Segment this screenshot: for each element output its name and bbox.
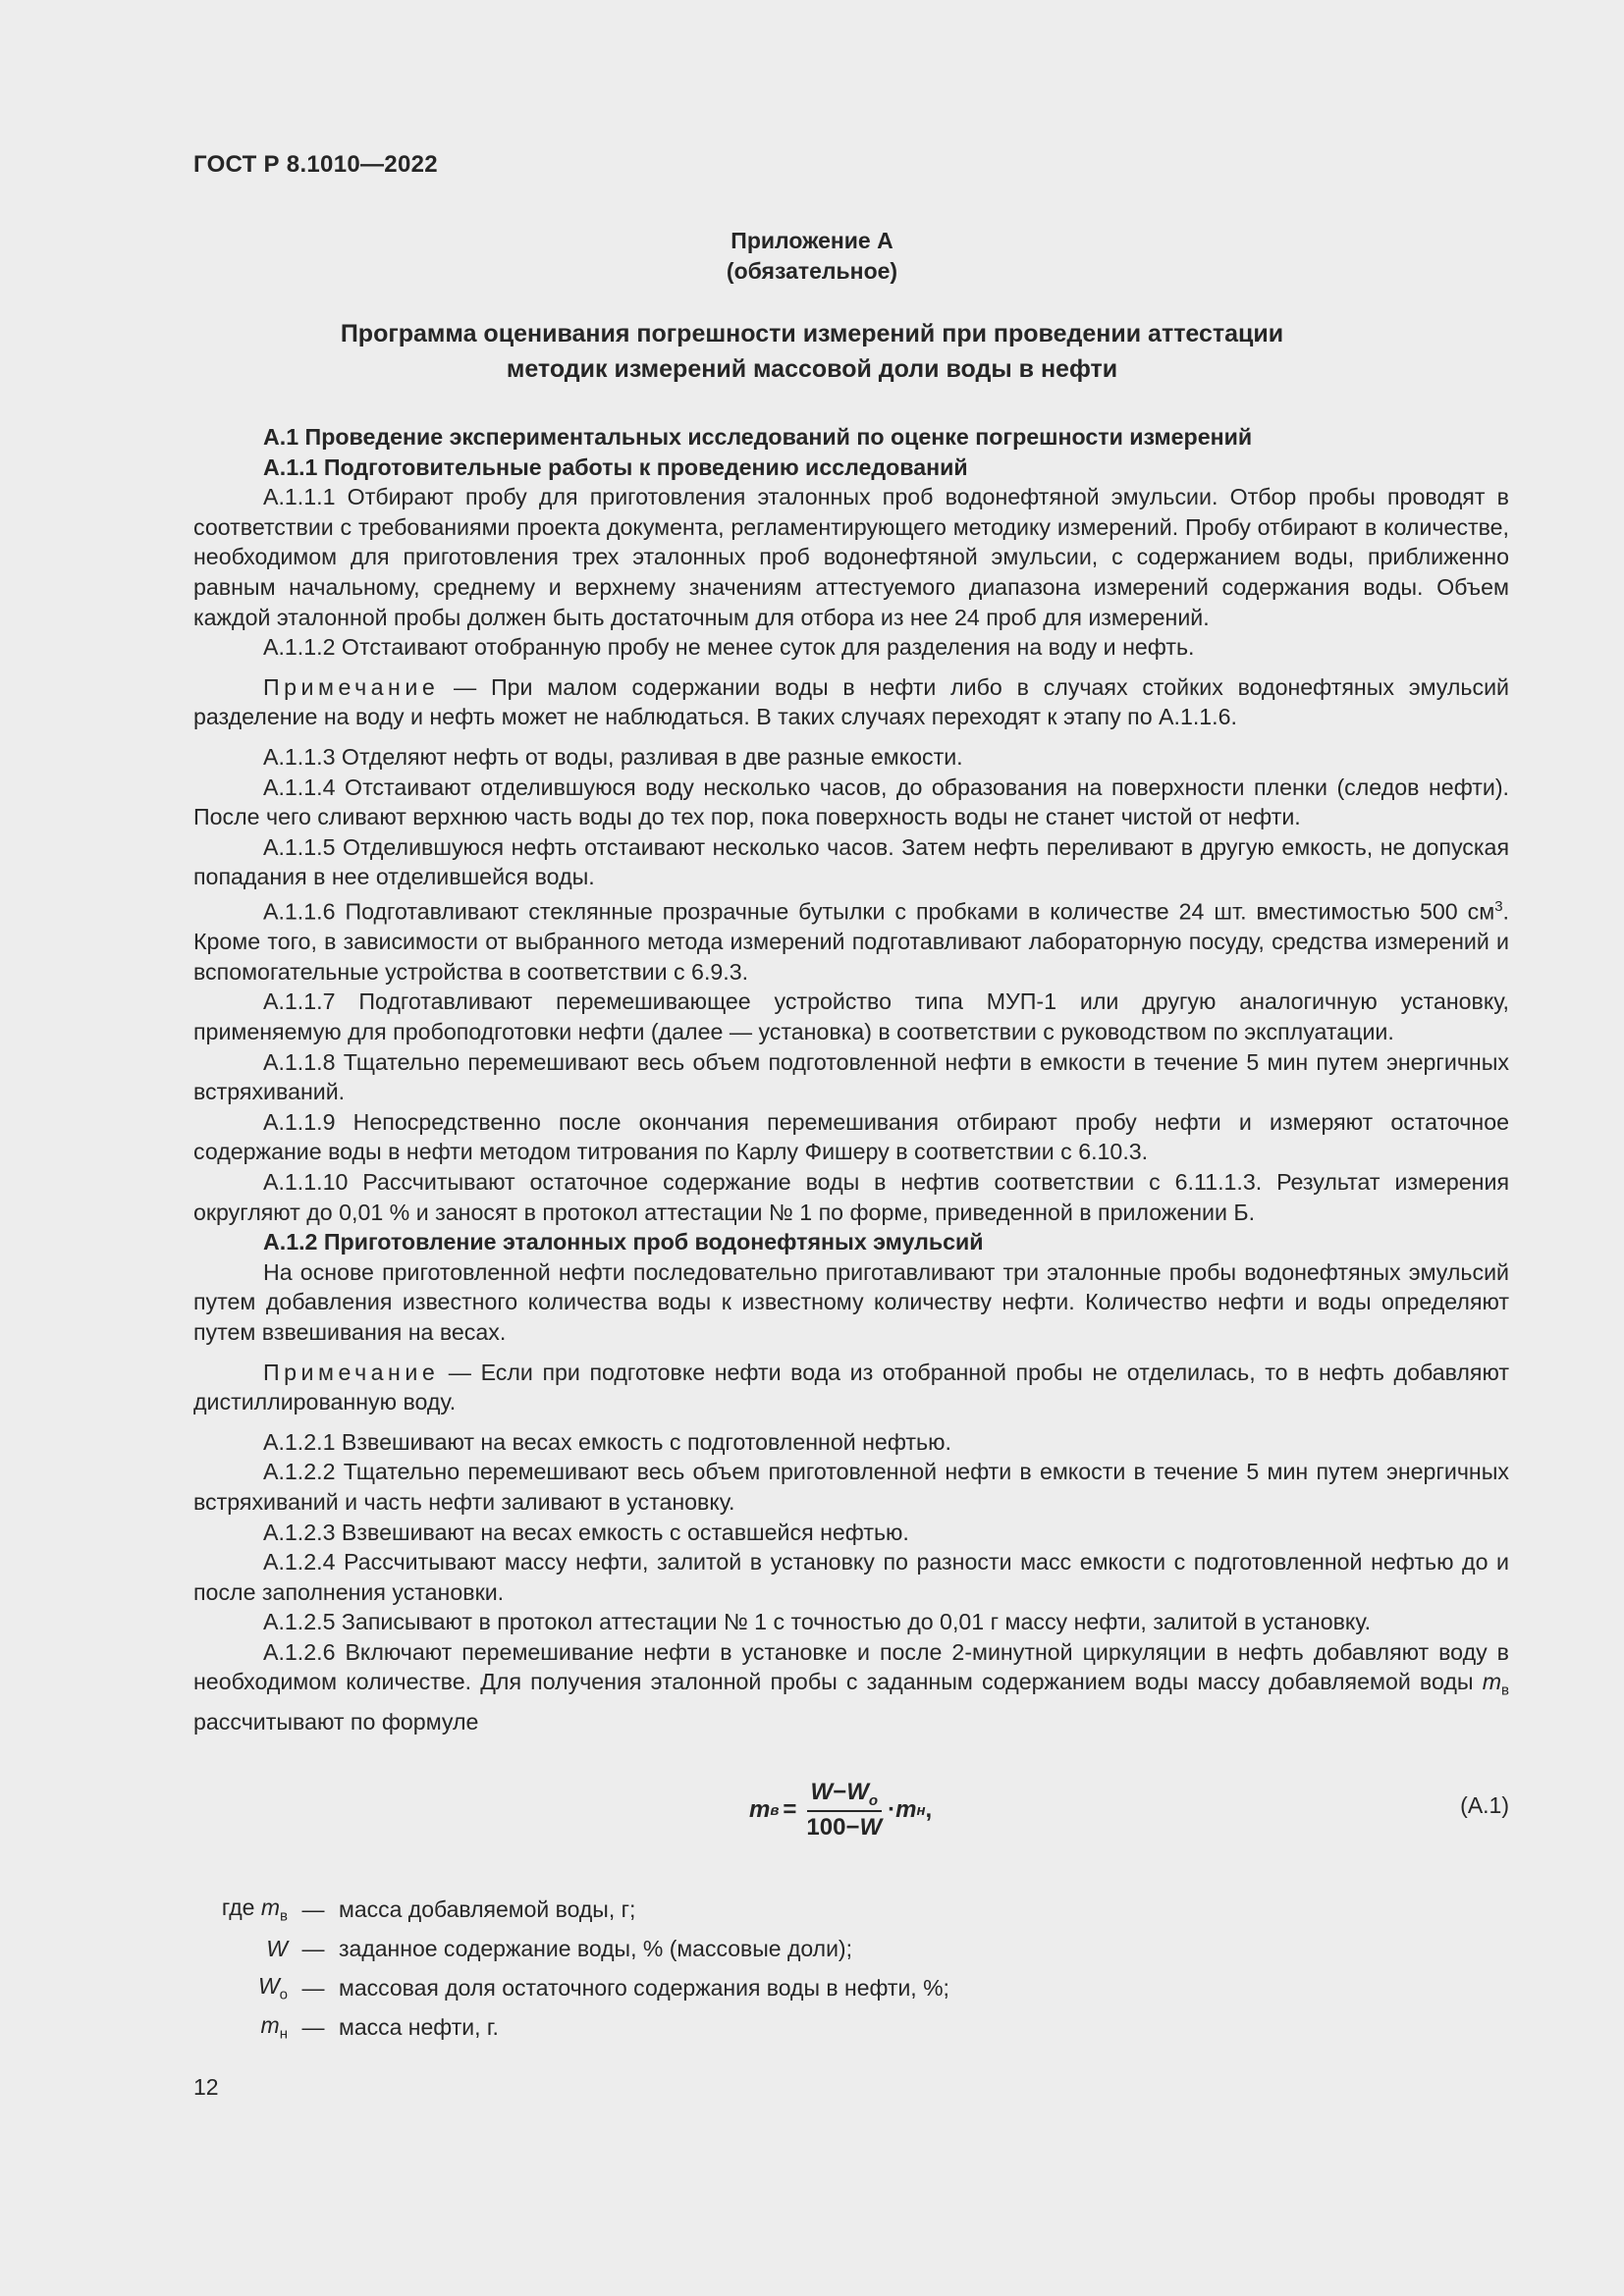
paragraph-a112: А.1.1.2 Отстаивают отобранную пробу не менее суток для разделения на воду и нефть. bbox=[263, 634, 1195, 661]
appendix-title bbox=[0, 316, 1624, 387]
paragraph-a118: А.1.1.8 Тщательно перемешивают весь объем подготовленной нефти в емкости в течение 5 мин путем энергичных встряхиваний. bbox=[193, 1048, 1509, 1105]
paragraph-a111: А.1.1.1 Отбирают пробу для приготовления эталонных проб водонефтяной эмульсии. Отбор пробы проводят в соответствии с требованиями проекта документа, регламентирующего методику измерений. Пробу отбирают в количестве, необходимом для приготовления трех эталонных проб водонефтяной эмульсии, с содержанием воды, приближенно равным начальному, среднему и верхнему значениям аттестуемого диапазона измерений содержания воды. Объем каждой эталонной пробы должен быть достаточным для отбора из нее 24 проб для измерений. bbox=[193, 484, 1509, 630]
title-line-2: методик измерений массовой доли воды в нефти bbox=[506, 355, 1118, 383]
paragraph-a114: А.1.1.4 Отстаивают отделившуюся воду несколько часов, до образования на поверхности пленки (следов нефти). После чего сливают верхнюю часть воды до тех пор, пока поверхность воды не станет чистой от нефти. bbox=[193, 774, 1509, 830]
paragraph-a122: А.1.2.2 Тщательно перемешивают весь объем приготовленной нефти в емкости в течение 5 мин путем энергичных встряхиваний и часть нефти заливают в установку. bbox=[193, 1459, 1509, 1515]
appendix-label: Приложение А bbox=[731, 228, 893, 253]
paragraph-a119: А.1.1.9 Непосредственно после окончания перемешивания отбирают пробу нефти и измеряют остаточное содержание воды в нефти методом титрования по Карлу Фишеру в соответствии с 6.10.3. bbox=[193, 1108, 1509, 1165]
paragraph-a126: А.1.2.6 Включают перемешивание нефти в установке и после 2-минутной циркуляции в нефть добавляют воду в необходимом количестве. Для получения эталонной пробы с заданным содержанием воды массу добавляемой воды $m_в$ рассчитывают по формуле bbox=[193, 1638, 1509, 1735]
note-1 bbox=[193, 672, 1509, 732]
section-heading-a12: А.1.2 Приготовление эталонных проб водонефтяных эмульсий bbox=[263, 1229, 984, 1255]
page-number: 12 bbox=[193, 2074, 219, 2100]
formula-fraction: $\frac{W-W_о}{100-W}$ bbox=[806, 1778, 883, 1842]
section-heading-a1: А.1 Проведение экспериментальных исследований по оценке погрешности измерений bbox=[263, 424, 1253, 450]
paragraph-a113: А.1.1.3 Отделяют нефть от воды, разливая в две разные емкости. bbox=[263, 743, 963, 770]
paragraph-a124: А.1.2.4 Рассчитывают массу нефти, залитой в установку по разности масс емкости с подготовленной нефтью до и после заполнения установки. bbox=[193, 1549, 1509, 1605]
paragraph-a116: А.1.1.6 Подготавливают стеклянные прозрачные бутылки с пробками в количестве 24 шт. вместимостью 500 $см^3$. Кроме того, в зависимости от выбранного метода измерений подготавливают лабораторную посуду, средства измерений и вспомогательные устройства в соответствии с 6.9.3. bbox=[193, 897, 1509, 985]
paragraph-a12-intro: На основе приготовленной нефти последовательно приготавливают три эталонные пробы водонефтяных эмульсий путем добавления известного количества воды к известному количеству нефти. Количество нефти и воды определяют путем взвешивания на весах. bbox=[193, 1258, 1509, 1345]
paragraph-a117: А.1.1.7 Подготавливают перемешивающее устройство типа МУП-1 или другую аналогичную установку, применяемую для пробоподготовки нефти (далее — установка) в соответствии с руководством по эксплуатации. bbox=[193, 988, 1509, 1045]
document-id: ГОСТ Р 8.1010—2022 bbox=[193, 151, 438, 178]
formula-expression: m в = $\frac{W-W_о}{100-W}$ · m н , bbox=[749, 1778, 933, 1842]
definition-row: $m_н$ — масса нефти, г. bbox=[260, 2011, 499, 2043]
note-text: — Если при подготовке нефти вода из отобранной пробы не отделилась, то в нефть добавляют дистиллированную воду. bbox=[193, 1359, 1509, 1415]
definition-row: где $m_в$ — масса добавляемой воды, г; bbox=[221, 1894, 636, 1925]
formula-a1 bbox=[0, 1771, 1624, 1849]
paragraph-a123: А.1.2.3 Взвешивают на весах емкость с оставшейся нефтью. bbox=[263, 1519, 909, 1545]
formula-number: (А.1) bbox=[1460, 1792, 1509, 1818]
title-line-1: Программа оценивания погрешности измерений при проведении аттестации bbox=[340, 320, 1284, 347]
paragraph-a115: А.1.1.5 Отделившуюся нефть отстаивают несколько часов. Затем нефть переливают в другую емкость, не допуская попадания в нее отделившейся воды. bbox=[193, 833, 1509, 890]
note-2 bbox=[193, 1358, 1509, 1417]
section-heading-a11: А.1.1 Подготовительные работы к проведению исследований bbox=[263, 454, 968, 480]
note-text: — При малом содержании воды в нефти либо в случаях стойких водонефтяных эмульсий разделение на воду и нефть может не наблюдаться. В таких случаях переходят к этапу по А.1.1.6. bbox=[193, 673, 1509, 730]
appendix-status: (обязательное) bbox=[726, 258, 898, 284]
paragraph-a125: А.1.2.5 Записывают в протокол аттестации № 1 с точностью до 0,01 г массу нефти, залитой в установку. bbox=[263, 1609, 1372, 1635]
definition-row: $W_о$ — массовая доля остаточного содержания воды в нефти, %; bbox=[257, 1972, 949, 2003]
note-label: Примечание bbox=[263, 673, 440, 700]
paragraph-a1110: А.1.1.10 Рассчитывают остаточное содержание воды в нефтив соответствии с 6.11.1.3. Результат измерения округляют до 0,01 % и заносят в протокол аттестации № 1 по форме, приведенной в приложении Б. bbox=[193, 1168, 1509, 1225]
variable-definitions bbox=[193, 1890, 949, 2047]
definition-row: W — заданное содержание воды, % (массовые доли); bbox=[266, 1935, 852, 1961]
document-body bbox=[193, 422, 1509, 1736]
paragraph-a121: А.1.2.1 Взвешивают на весах емкость с подготовленной нефтью. bbox=[263, 1428, 951, 1455]
appendix-heading bbox=[0, 226, 1624, 287]
note-label: Примечание bbox=[263, 1359, 440, 1385]
